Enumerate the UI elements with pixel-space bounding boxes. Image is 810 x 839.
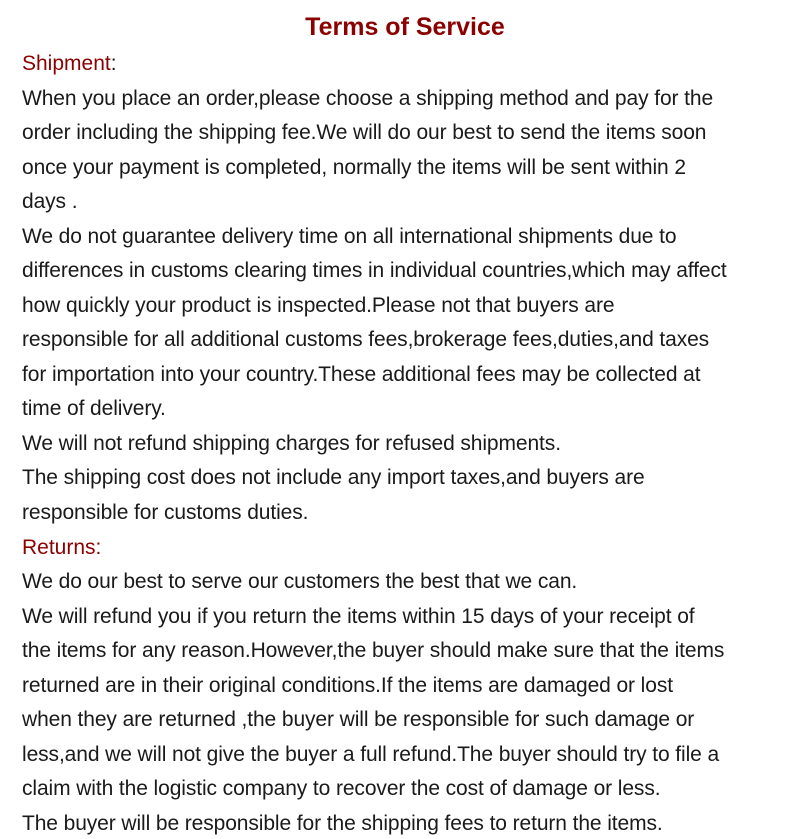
shipment-line: responsible for customs duties.	[22, 501, 309, 524]
returns-line: We will refund you if you return the items within 15 days of your receipt of	[22, 605, 695, 628]
returns-line: the items for any reason.However,the buyer should make sure that the items	[22, 639, 725, 662]
shipment-line: how quickly your product is inspected.Please not that buyers are	[22, 294, 615, 317]
shipment-line: responsible for all additional customs fees,brokerage fees,duties,and taxes	[22, 328, 710, 351]
shipment-line: time of delivery.	[22, 397, 166, 420]
shipment-line: differences in customs clearing times in individual countries,which may affect	[22, 259, 727, 282]
shipment-heading-text: Shipment	[22, 52, 111, 75]
shipment-line: We do not guarantee delivery time on all international shipments due to	[22, 225, 677, 248]
page-title: Terms of Service	[305, 13, 505, 41]
shipment-line: The shipping cost does not include any import taxes,and buyers are	[22, 466, 645, 489]
returns-line: returned are in their original conditions.If the items are damaged or lost	[22, 674, 673, 697]
returns-line: when they are returned ,the buyer will be responsible for such damage or	[22, 708, 695, 731]
shipment-heading	[22, 49, 117, 79]
returns-line: claim with the logistic company to recover the cost of damage or less.	[22, 777, 661, 800]
returns-line: less,and we will not give the buyer a full refund.The buyer should try to file a	[22, 743, 720, 766]
shipment-line: for importation into your country.These additional fees may be collected at	[22, 363, 701, 386]
shipment-line: order including the shipping fee.We will do our best to send the items soon	[22, 121, 707, 144]
returns-line: We do our best to serve our customers the best that we can.	[22, 570, 578, 593]
returns-line: The buyer will be responsible for the shipping fees to return the items.	[22, 812, 663, 835]
shipment-line: We will not refund shipping charges for refused shipments.	[22, 432, 561, 455]
shipment-line: once your payment is completed, normally the items will be sent within 2	[22, 156, 686, 179]
shipment-line: When you place an order,please choose a shipping method and pay for the	[22, 87, 714, 110]
shipment-line: days .	[22, 190, 78, 213]
returns-heading: Returns:	[22, 536, 102, 559]
shipment-heading-colon: :	[110, 52, 117, 75]
